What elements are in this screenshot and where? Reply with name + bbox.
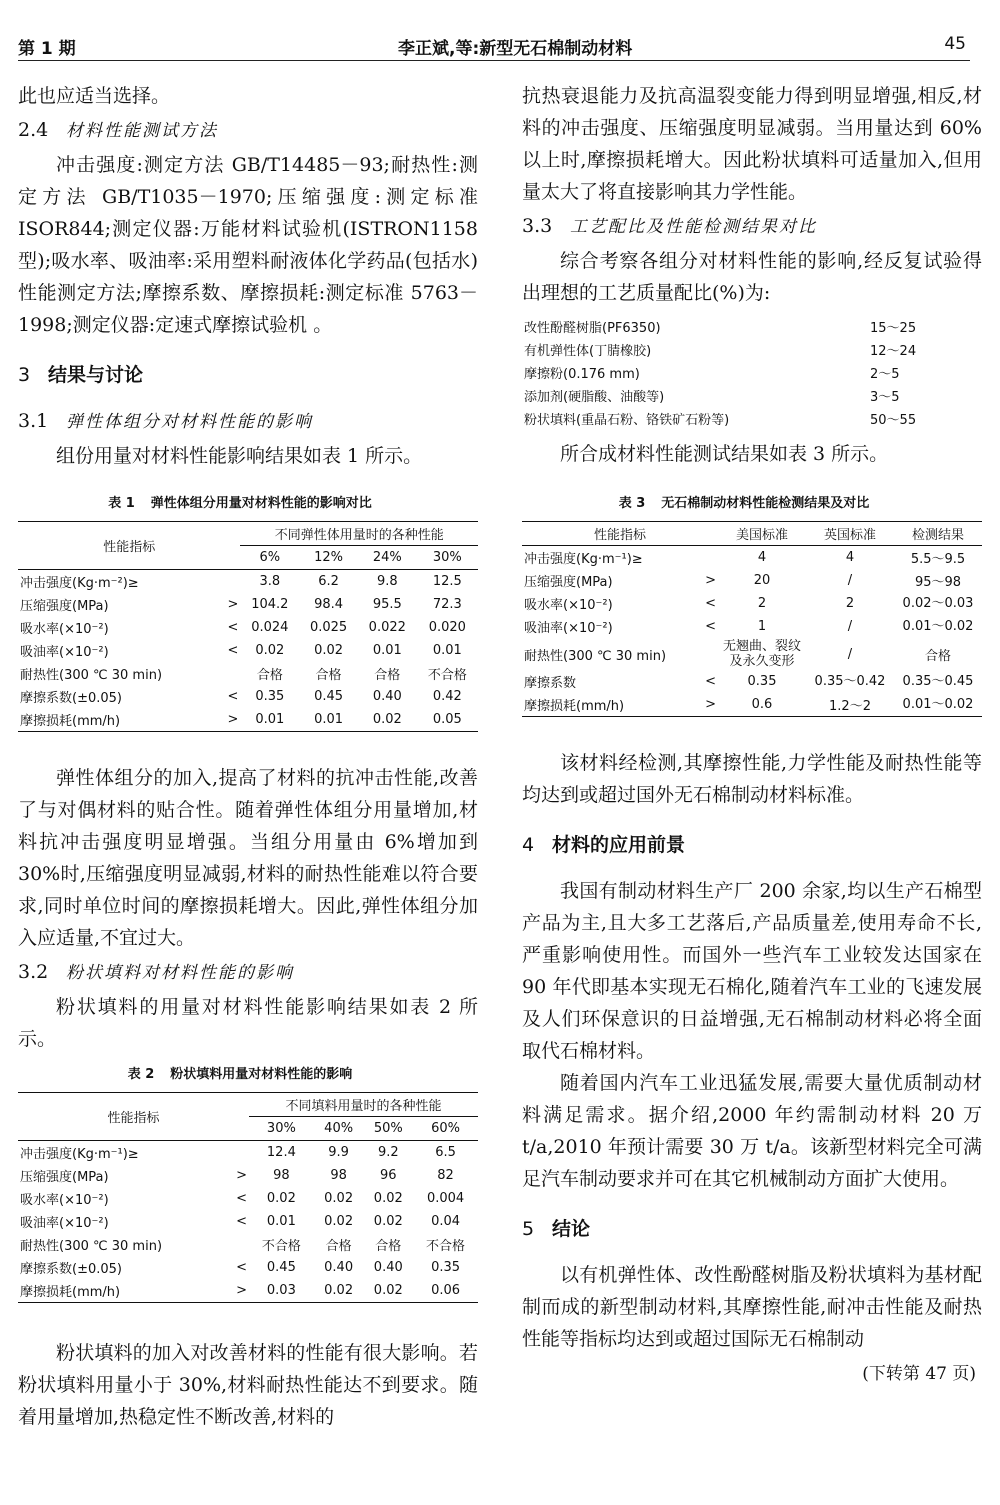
table-cell: 1.2～2 bbox=[829, 699, 871, 714]
table-cell: 0.06 bbox=[431, 1283, 461, 1298]
table-cell: 95～98 bbox=[914, 575, 962, 590]
paragraph: 冲击强度:测定方法 GB/T14485－93;耐热性:测定方法 GB/T1035－1970;压缩强度:测定标准 ISOR844;测定仪器:万能材料试验机(ISTRON1158 型);吸水率、吸油率:采用塑料耐液体化学药品(包括水)性能测定方法;摩擦系数、摩擦损耗:测定标准 5763－1998;测定仪器:定速式摩擦试验机 。 bbox=[18, 154, 478, 336]
table-cell: 0.02 bbox=[373, 1283, 403, 1298]
table-cell: 9.2 bbox=[377, 1145, 399, 1160]
row-label: 吸水率(×10⁻²) bbox=[20, 622, 109, 637]
table-cell: 1 bbox=[757, 619, 767, 634]
table-cell: 0.45 bbox=[314, 689, 344, 704]
row-operator: < bbox=[227, 620, 239, 635]
table-row bbox=[522, 638, 982, 670]
table-row bbox=[18, 1256, 478, 1279]
table-2-caption: 表 2 粉状填料用量对材料性能的影响 bbox=[127, 1067, 353, 1082]
row-label: 耐热性(300 ℃ 30 min) bbox=[524, 648, 667, 664]
table-cell: 0.35 bbox=[747, 674, 777, 689]
table-cell: 4 bbox=[845, 550, 855, 565]
table-cell: 2 bbox=[845, 596, 855, 611]
section-3-1-heading: 3.1 弹性体组分对材料性能的影响 bbox=[18, 410, 313, 432]
paragraph: 以有机弹性体、改性酚醛树脂及粉状填料为基材配制而成的新型制动材料,其摩擦性能,耐冲击性能及耐热性能等指标均达到或超过国际无石棉制动 bbox=[522, 1264, 982, 1350]
row-label: 吸水率(×10⁻²) bbox=[524, 598, 613, 613]
list-item: 有机弹性体(丁腈橡胶) 12～24 bbox=[524, 344, 917, 359]
table-cell: 82 bbox=[437, 1168, 454, 1183]
table-cell: 0.35～0.42 bbox=[814, 674, 886, 689]
table-cell: 0.45 bbox=[266, 1260, 296, 1275]
table-cell: 98.4 bbox=[314, 597, 344, 612]
row-operator: > bbox=[236, 1168, 247, 1183]
row-operator bbox=[218, 570, 240, 594]
table-row bbox=[18, 639, 478, 662]
row-label: 压缩强度(MPa) bbox=[524, 575, 613, 590]
list-item: 摩擦粉(0.176 mm) 2～5 bbox=[524, 367, 900, 382]
table-cell: 9.9 bbox=[328, 1145, 349, 1160]
row-label: 吸油率(×10⁻²) bbox=[20, 645, 109, 660]
row-label: 冲击强度(Kg·m⁻¹)≥ bbox=[524, 552, 643, 567]
row-label: 吸油率(×10⁻²) bbox=[524, 621, 613, 636]
section-4-heading: 4 材料的应用前景 bbox=[522, 834, 686, 856]
table-header: 性能指标 bbox=[593, 528, 646, 543]
paragraph: 组份用量对材料性能影响结果如表 1 所示。 bbox=[56, 445, 423, 467]
table-header: 性能指标 bbox=[107, 1111, 160, 1126]
table-1-caption: 表 1 弹性体组分用量对材料性能的影响对比 bbox=[108, 496, 372, 511]
row-operator bbox=[696, 638, 718, 670]
table-cell: 0.40 bbox=[324, 1260, 354, 1275]
table-cell: 4 bbox=[757, 550, 767, 565]
table-row bbox=[18, 1210, 478, 1233]
table-cell: 5.5～9.5 bbox=[910, 552, 966, 567]
row-label: 冲击强度(Kg·m⁻¹)≥ bbox=[20, 1147, 139, 1162]
table-cell: 0.40 bbox=[372, 689, 402, 704]
table-row bbox=[18, 570, 478, 594]
table-row bbox=[18, 593, 478, 616]
table-cell: 20 bbox=[753, 573, 771, 588]
left-column bbox=[18, 80, 478, 1433]
row-operator bbox=[227, 1233, 249, 1256]
table-cell: 合格 bbox=[315, 668, 342, 683]
table-cell: 不合格 bbox=[261, 1239, 301, 1254]
paragraph: 弹性体组分的加入,提高了材料的抗冲击性能,改善了与对偶材料的贴合性。随着弹性体组分用量增加,材料抗冲击强度明显增强。当组分用量由 6%增加到 30%时,压缩强度明显减弱,材料的耐热性能难以符合要求,同时单位时间的摩擦损耗增大。因此,弹性体组分加入应适量,不宜过大。 bbox=[18, 767, 478, 949]
table-cell: 0.024 bbox=[251, 620, 289, 635]
table-header: 检测结果 bbox=[911, 528, 964, 543]
table-row bbox=[18, 685, 478, 708]
table-cell: 9.8 bbox=[376, 574, 398, 589]
row-operator: < bbox=[236, 1191, 247, 1206]
table-row bbox=[18, 1233, 478, 1256]
table-cell: 0.05 bbox=[432, 712, 462, 727]
row-label: 压缩强度(MPa) bbox=[20, 599, 109, 614]
row-label: 耐热性(300 ℃ 30 min) bbox=[20, 1239, 163, 1254]
table-cell: 0.02 bbox=[373, 1191, 403, 1206]
table-cell: 0.42 bbox=[432, 689, 462, 704]
table-cell: 0.01 bbox=[255, 712, 285, 727]
table-cell: 0.02 bbox=[266, 1191, 296, 1206]
table-cell: 0.004 bbox=[426, 1191, 465, 1206]
table-group-header: 不同弹性体用量时的各种性能 bbox=[240, 522, 478, 546]
table-cell: / bbox=[847, 619, 853, 634]
table-header: 美国标准 bbox=[735, 528, 788, 543]
row-operator bbox=[227, 1141, 249, 1165]
table-header: 30% bbox=[266, 1121, 296, 1136]
row-operator: < bbox=[236, 1260, 247, 1275]
row-operator: > bbox=[227, 712, 239, 727]
table-cell: 0.020 bbox=[428, 620, 466, 635]
row-operator bbox=[696, 546, 718, 570]
list-item: 添加剂(硬脂酸、油酸等) 3～5 bbox=[524, 390, 900, 405]
row-label: 摩擦损耗(mm/h) bbox=[524, 699, 625, 714]
table-cell: 0.01 bbox=[266, 1214, 296, 1229]
table-cell: 0.02～0.03 bbox=[902, 596, 974, 611]
table-cell: / bbox=[847, 573, 853, 588]
row-label: 摩擦损耗(mm/h) bbox=[20, 1285, 121, 1300]
table-row bbox=[522, 693, 982, 717]
table-cell: 0.02 bbox=[314, 643, 344, 658]
table-cell: 0.35 bbox=[255, 689, 285, 704]
section-2-4-heading: 2.4 材料性能测试方法 bbox=[18, 119, 218, 141]
table-cell: 98 bbox=[273, 1168, 290, 1183]
table-header: 英国标准 bbox=[823, 528, 876, 543]
table-1 bbox=[18, 521, 478, 732]
table-header: 24% bbox=[372, 550, 402, 565]
table-cell: 0.022 bbox=[368, 620, 406, 635]
row-operator bbox=[218, 662, 240, 685]
paragraph: 粉状填料的加入对改善材料的性能有很大影响。若粉状填料用量小于 30%,材料耐热性能达不到要求。随着用量增加,热稳定性不断改善,材料的 bbox=[18, 1342, 478, 1428]
row-label: 耐热性(300 ℃ 30 min) bbox=[20, 668, 163, 683]
table-row bbox=[522, 615, 982, 638]
row-operator: > bbox=[236, 1283, 247, 1298]
list-item: 粉状填料(重晶石粉、铬铁矿石粉等) 50～55 bbox=[524, 413, 917, 428]
table-header: 30% bbox=[432, 550, 462, 565]
table-cell: 0.01 bbox=[372, 643, 402, 658]
table-cell: 0.02 bbox=[324, 1214, 354, 1229]
table-cell: 0.04 bbox=[431, 1214, 461, 1229]
table-2 bbox=[18, 1092, 478, 1303]
table-cell: 104.2 bbox=[251, 597, 289, 612]
table-cell: 0.02 bbox=[255, 643, 285, 658]
table-cell: 12.5 bbox=[432, 574, 462, 589]
page-number: 45 bbox=[944, 34, 966, 54]
section-3-3-heading: 3.3 工艺配比及性能检测结果对比 bbox=[522, 215, 817, 237]
table-header: 40% bbox=[324, 1121, 354, 1136]
table-cell: 0.6 bbox=[751, 697, 773, 712]
row-label: 摩擦系数(±0.05) bbox=[20, 691, 122, 706]
table-cell: 0.01 bbox=[314, 712, 344, 727]
paragraph: 综合考察各组分对材料性能的影响,经反复试验得出理想的工艺质量配比(%)为: bbox=[522, 250, 982, 304]
table-cell: 无翘曲、裂纹及永久变形 bbox=[722, 639, 801, 669]
table-cell: 合格 bbox=[325, 1239, 352, 1254]
table-header: 12% bbox=[314, 550, 343, 565]
table-cell: 3.8 bbox=[259, 574, 281, 589]
table-cell: 合格 bbox=[256, 668, 283, 683]
table-cell: 0.01～0.02 bbox=[902, 697, 974, 712]
list-item: 改性酚醛树脂(PF6350) 15～25 bbox=[524, 321, 917, 336]
table-cell: 6.2 bbox=[318, 574, 339, 589]
table-row bbox=[18, 1164, 478, 1187]
row-operator: > bbox=[705, 697, 716, 712]
table-cell: 2 bbox=[757, 596, 767, 611]
table-cell: 不合格 bbox=[427, 668, 467, 683]
row-operator: > bbox=[705, 573, 716, 588]
paragraph: 该材料经检测,其摩擦性能,力学性能及耐热性能等均达到或超过国外无石棉制动材料标准。 bbox=[522, 752, 982, 806]
table-cell: 98 bbox=[330, 1168, 347, 1183]
row-operator: < bbox=[227, 689, 239, 704]
table-3 bbox=[522, 521, 982, 717]
table-cell: 0.03 bbox=[266, 1283, 296, 1298]
table-cell: 合格 bbox=[375, 1239, 402, 1254]
table-cell: / bbox=[847, 646, 853, 662]
issue-number: 第 1 期 bbox=[18, 39, 76, 59]
table-cell: 0.40 bbox=[373, 1260, 403, 1275]
table-cell: 95.5 bbox=[372, 597, 402, 612]
row-operator: < bbox=[705, 674, 716, 689]
table-row bbox=[18, 1187, 478, 1210]
row-label: 压缩强度(MPa) bbox=[20, 1170, 109, 1185]
table-row bbox=[522, 569, 982, 592]
table-row bbox=[522, 670, 982, 693]
table-cell: 96 bbox=[380, 1168, 397, 1183]
table-header: 6% bbox=[259, 550, 281, 565]
table-cell: 合格 bbox=[374, 668, 401, 683]
formulation-list bbox=[522, 315, 982, 430]
paragraph: 所合成材料性能测试结果如表 3 所示。 bbox=[560, 443, 889, 465]
row-label: 摩擦损耗(mm/h) bbox=[20, 714, 121, 729]
table-cell: 72.3 bbox=[432, 597, 462, 612]
table-cell: 0.35 bbox=[431, 1260, 461, 1275]
table-cell: 0.02 bbox=[372, 712, 402, 727]
table-cell: 合格 bbox=[924, 648, 951, 664]
paragraph: 随着国内汽车工业迅猛发展,需要大量优质制动材料满足需求。据介绍,2000 年约需制动材料 20 万 t/a,2010 年预计需要 30 万 t/a。该新型材料完全可满足汽车制动要求并可在其它机械制动方面扩大使用。 bbox=[522, 1072, 982, 1190]
section-3-2-heading: 3.2 粉状填料对材料性能的影响 bbox=[18, 961, 294, 983]
table-cell: 0.02 bbox=[324, 1283, 354, 1298]
table-row bbox=[18, 1279, 478, 1303]
table-header: 50% bbox=[373, 1121, 403, 1136]
table-cell: 0.025 bbox=[309, 620, 348, 635]
paragraph: 我国有制动材料生产厂 200 余家,均以生产石棉型产品为主,且大多工艺落后,产品质量差,使用寿命不长,严重影响使用性。而国外一些汽车工业较发达国家在 90 年代即基本实现无石棉化,随着汽车工业的飞速发展及人们环保意识的日益增强,无石棉制动材料必将全面取代石棉材料。 bbox=[522, 880, 982, 1062]
table-cell: 不合格 bbox=[426, 1239, 466, 1254]
table-cell: 0.02 bbox=[373, 1214, 403, 1229]
paragraph: 粉状填料的用量对材料性能影响结果如表 2 所示。 bbox=[18, 996, 478, 1050]
paragraph: 此也应适当选择。 bbox=[18, 85, 171, 107]
table-row bbox=[18, 708, 478, 732]
table-cell: 12.4 bbox=[266, 1145, 296, 1160]
right-column bbox=[522, 80, 982, 1384]
table-cell: 0.35～0.45 bbox=[902, 674, 974, 689]
row-operator: < bbox=[705, 596, 716, 611]
table-row bbox=[522, 592, 982, 615]
paragraph: 抗热衰退能力及抗高温裂变能力得到明显增强,相反,材料的冲击强度、压缩强度明显减弱。当用量达到 60%以上时,摩擦损耗增大。因此粉状填料可适量加入,但用量太大了将直接影响其力学性能。 bbox=[522, 85, 982, 203]
row-label: 摩擦系数 bbox=[524, 676, 577, 691]
table-cell: 0.01 bbox=[432, 643, 462, 658]
section-3-heading: 3 结果与讨论 bbox=[18, 364, 144, 386]
row-label: 吸水率(×10⁻²) bbox=[20, 1193, 109, 1208]
running-header bbox=[18, 26, 970, 61]
table-cell: 6.5 bbox=[435, 1145, 456, 1160]
row-operator: > bbox=[227, 597, 239, 612]
row-label: 吸油率(×10⁻²) bbox=[20, 1216, 109, 1231]
table-3-caption: 表 3 无石棉制动材料性能检测结果及对比 bbox=[618, 496, 870, 511]
row-operator: < bbox=[227, 643, 239, 658]
continuation-note: (下转第 47 页) bbox=[862, 1364, 976, 1384]
table-cell: 0.02 bbox=[324, 1191, 354, 1206]
table-group-header: 不同填料用量时的各种性能 bbox=[249, 1093, 478, 1117]
table-row bbox=[18, 662, 478, 685]
row-operator: < bbox=[236, 1214, 247, 1229]
row-label: 摩擦系数(±0.05) bbox=[20, 1262, 122, 1277]
table-header: 60% bbox=[431, 1121, 460, 1136]
article-running-title: 李正斌,等:新型无石棉制动材料 bbox=[398, 39, 633, 59]
table-row bbox=[522, 546, 982, 570]
row-label: 冲击强度(Kg·m⁻²)≥ bbox=[20, 576, 139, 591]
table-row bbox=[18, 616, 478, 639]
table-row bbox=[18, 1141, 478, 1165]
section-5-heading: 5 结论 bbox=[522, 1218, 591, 1240]
table-header: 性能指标 bbox=[103, 540, 156, 555]
table-cell: 0.01～0.02 bbox=[902, 619, 974, 634]
row-operator: < bbox=[705, 619, 716, 634]
